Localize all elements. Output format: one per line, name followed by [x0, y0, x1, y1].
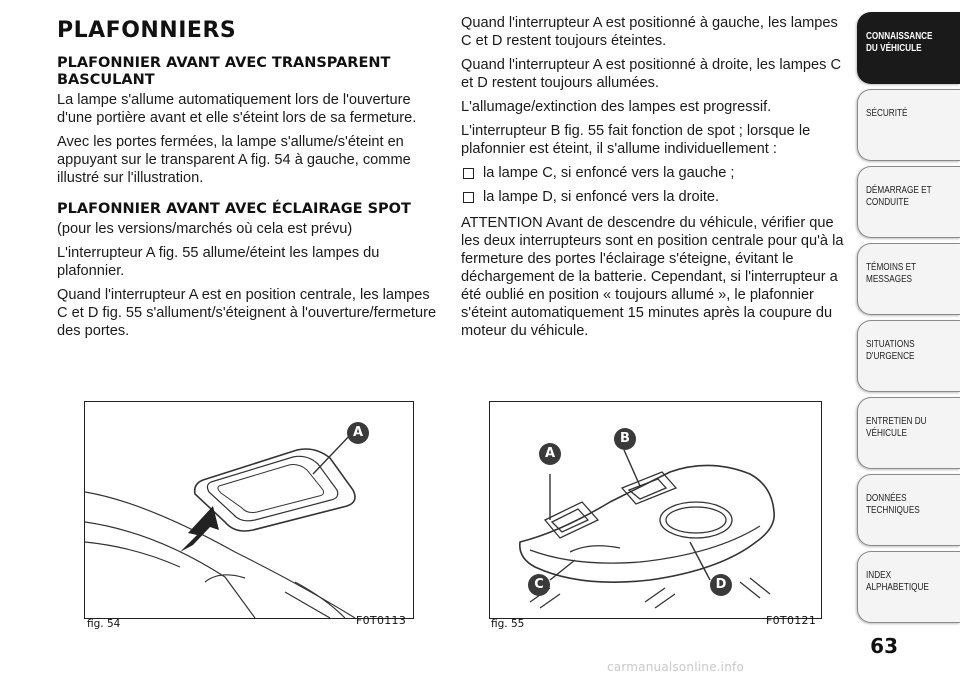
paragraph: L'interrupteur B fig. 55 fait fonction de spot ; lorsque le plafonnier est éteint, il s'allume individuellement :: [461, 123, 811, 157]
tab-situations-urgence[interactable]: SITUATIONS D'URGENCE: [857, 320, 960, 392]
figure-caption: fig. 54: [87, 618, 121, 630]
checkbox-bullet-icon: [463, 168, 474, 179]
paragraph: Avec les portes fermées, la lampe s'allume/s'éteint en appuyant sur le transparent A fig. 54 à gauche, comme illustré sur l'illustration.: [57, 134, 411, 186]
page-title: PLAFONNIERS: [57, 18, 237, 43]
paragraph: Quand l'interrupteur A est positionné à droite, les lampes C et D restent toujours allumées.: [461, 57, 842, 91]
watermark: carmanualsonline.info: [607, 660, 744, 674]
page-number: 63: [870, 634, 898, 658]
press-arrow-icon: [180, 506, 219, 552]
figure-code: F0T0121: [766, 614, 817, 627]
checkbox-bullet-icon: [463, 192, 474, 203]
tab-temoins-messages[interactable]: TÉMOINS ET MESSAGES: [857, 243, 960, 315]
chapter-tabs: [857, 12, 960, 628]
tab-demarrage-conduite[interactable]: DÉMARRAGE ET CONDUITE: [857, 166, 960, 238]
bullet-list: [461, 164, 851, 206]
paragraph: La lampe s'allume automatiquement lors de l'ouverture d'une portière avant et elle s'éteint lors de sa fermeture.: [57, 92, 417, 126]
label-a-badge: A: [539, 443, 561, 465]
section-subtitle: (pour les versions/marchés où cela est prévu): [57, 221, 353, 237]
attention-note: ATTENTION Avant de descendre du véhicule, vérifier que les deux interrupteurs sont en position centrale pour qu'à la fermeture des portes l'éclairage s'éteigne, évitant le déchargement de la batterie. Cependant, si l'interrupteur a été oublié en position « toujours allumé », le plafonnier s'éteint automatiquement 15 minutes après la coupure du moteur du véhicule.: [461, 215, 844, 339]
left-column: [57, 14, 442, 346]
paragraph: L'interrupteur A fig. 55 allume/éteint les lampes du plafonnier.: [57, 245, 380, 279]
figure-code: F0T0113: [356, 614, 407, 627]
figure-54: [84, 401, 414, 619]
paragraph: Quand l'interrupteur A est positionné à gauche, les lampes C et D restent toujours éteintes.: [461, 15, 838, 49]
tab-donnees-techniques[interactable]: DONNÉES TECHNIQUES: [857, 474, 960, 546]
label-d-badge: D: [710, 574, 732, 596]
tab-connaissance-vehicule[interactable]: CONNAISSANCE DU VÉHICULE: [857, 12, 960, 84]
tab-securite[interactable]: SÉCURITÉ: [857, 89, 960, 161]
label-c-badge: C: [528, 574, 550, 596]
label-a-badge: A: [347, 422, 369, 444]
list-item: la lampe C, si enfoncé vers la gauche ;: [461, 164, 851, 182]
section-title-basculant: PLAFONNIER AVANT AVEC TRANSPARENT BASCULANT: [57, 55, 391, 88]
section-title-spot: PLAFONNIER AVANT AVEC ÉCLAIRAGE SPOT: [57, 201, 411, 217]
figure-caption: fig. 55: [491, 618, 525, 630]
label-b-badge: B: [614, 428, 636, 450]
list-item: la lampe D, si enfoncé vers la droite.: [461, 188, 851, 206]
paragraph: Quand l'interrupteur A est en position centrale, les lampes C et D fig. 55 s'allument/s'éteignent à l'ouverture/fermeture des portes.: [57, 287, 437, 339]
tab-index-alphabetique[interactable]: INDEX ALPHABETIQUE: [857, 551, 960, 623]
tab-entretien-vehicule[interactable]: ENTRETIEN DU VÉHICULE: [857, 397, 960, 469]
figure-55: [489, 401, 822, 619]
paragraph: L'allumage/extinction des lampes est progressif.: [461, 99, 772, 115]
right-column: [461, 14, 851, 346]
